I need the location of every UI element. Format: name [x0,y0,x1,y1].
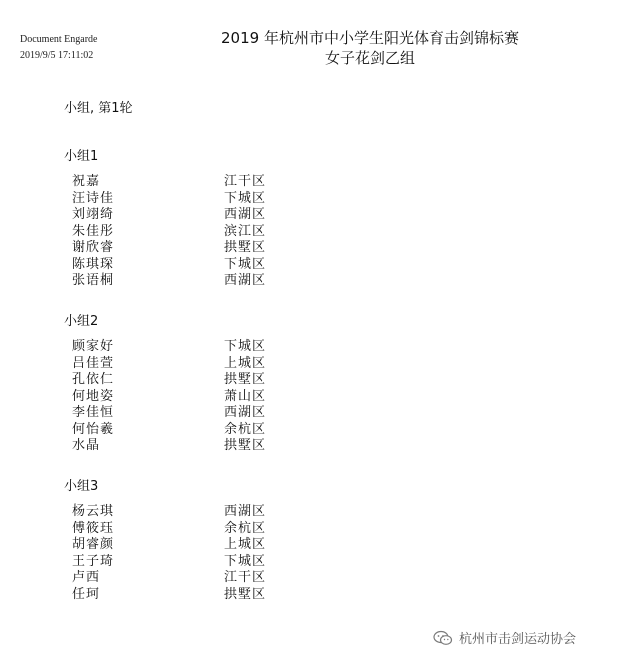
group-title: 小组1 [64,149,99,164]
page-title: 2019 年杭州市中小学生阳光体育击剑锦标赛 [221,29,519,47]
fencer-row [0,570,618,587]
source-watermark [433,628,576,647]
fencer-club: 萧山区 [224,388,267,404]
fencer-name: 谢欣睿 [72,240,115,255]
group-rows [0,174,618,290]
fencer-row [0,356,618,373]
fencer-name: 水晶 [72,438,101,453]
software-name: Document Engarde [20,34,98,45]
fencer-name: 吕佳萱 [72,355,115,371]
print-timestamp: 2019/9/5 17:11:02 [20,50,94,61]
fencer-club: 下城区 [224,553,267,569]
title-block [150,28,590,68]
fencer-row [0,422,618,439]
fencer-row [0,504,618,521]
fencer-name: 朱佳彤 [72,223,115,239]
fencer-name: 何地姿 [72,388,115,404]
fencer-row [0,587,618,604]
group-title: 小组2 [64,314,99,329]
fencer-name: 杨云琪 [72,504,115,519]
fencer-row [0,273,618,290]
fencer-club: 西湖区 [224,504,267,519]
fencer-club: 余杭区 [224,421,267,437]
fencer-club: 西湖区 [224,405,267,420]
fencer-row [0,521,618,538]
fencer-row [0,224,618,241]
fencer-club: 拱墅区 [224,438,267,453]
fencer-club: 上城区 [224,355,267,371]
fencer-name: 傅筱珏 [72,520,115,536]
fencer-row [0,372,618,389]
wechat-icon [433,630,453,646]
fencer-name: 李佳恒 [72,405,115,420]
fencer-name: 任珂 [72,586,101,602]
fencer-club: 下城区 [224,256,267,272]
group-rows [0,339,618,455]
fencer-row [0,191,618,208]
fencer-club: 下城区 [224,190,267,206]
fencer-row [0,257,618,274]
fencer-club: 上城区 [224,537,267,552]
fencer-row [0,537,618,554]
fencer-name: 孔依仁 [72,372,115,387]
fencer-row [0,207,618,224]
fencer-name: 汪诗佳 [72,190,115,206]
fencer-name: 顾家好 [72,339,115,354]
document-meta [20,32,97,64]
fencer-name: 陈琪琛 [72,256,115,272]
fencer-club: 西湖区 [224,273,267,288]
fencer-name: 胡睿颜 [72,537,115,552]
fencer-name: 刘翊绮 [72,207,115,222]
fencer-row [0,438,618,455]
fencer-row [0,339,618,356]
fencer-name: 祝嘉 [72,174,101,189]
fencer-club: 拱墅区 [224,586,267,602]
fencer-row [0,389,618,406]
fencer-name: 卢西 [72,570,101,585]
fencer-club: 江干区 [224,174,267,189]
fencer-row [0,405,618,422]
fencer-name: 王子琦 [72,553,115,569]
fencer-club: 江干区 [224,570,267,585]
fencer-name: 何怡羲 [72,421,115,437]
fencer-name: 张语桐 [72,273,115,288]
fencer-club: 下城区 [224,339,267,354]
watermark-text: 杭州市击剑运动协会 [459,632,577,647]
round-heading: 小组, 第1轮 [64,101,133,116]
fencer-club: 拱墅区 [224,240,267,255]
fencer-club: 余杭区 [224,520,267,536]
group-rows [0,504,618,603]
group-title: 小组3 [64,479,99,494]
fencer-row [0,174,618,191]
fencer-row [0,554,618,571]
fencer-club: 滨江区 [224,223,267,239]
fencer-club: 拱墅区 [224,372,267,387]
fencer-row [0,240,618,257]
fencer-club: 西湖区 [224,207,267,222]
page-subtitle: 女子花剑乙组 [324,49,415,67]
